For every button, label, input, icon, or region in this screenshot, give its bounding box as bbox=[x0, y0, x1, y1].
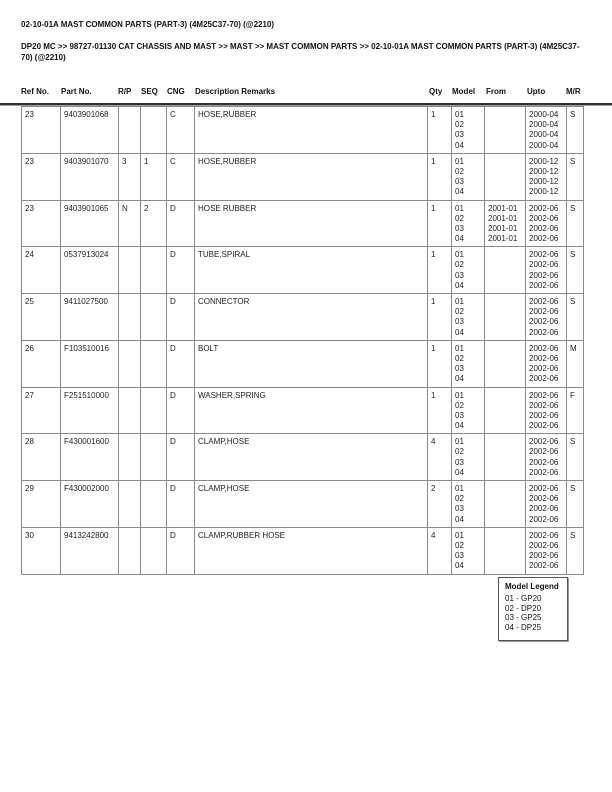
upto-date: 2002-06 bbox=[529, 457, 559, 467]
from-date bbox=[488, 260, 522, 270]
upto-date: 2002-06 bbox=[529, 234, 559, 244]
legend-item: 02 - DP20 bbox=[505, 603, 542, 613]
rp-cell: 3 bbox=[119, 153, 141, 200]
from-date bbox=[488, 157, 522, 167]
upto-cell bbox=[526, 340, 567, 387]
from-date bbox=[488, 130, 522, 140]
from-date: 2001-01 bbox=[488, 223, 518, 233]
upto-cell bbox=[526, 200, 567, 247]
ref-no-cell: 23 bbox=[22, 107, 61, 154]
part-no-cell: F430001600 bbox=[61, 434, 119, 481]
part-no-cell: F430002000 bbox=[61, 481, 119, 528]
rp-cell bbox=[119, 527, 141, 574]
model-cell bbox=[452, 200, 485, 247]
upto-date: 2002-06 bbox=[529, 390, 559, 400]
model-code: 02 bbox=[455, 260, 464, 270]
from-cell bbox=[485, 387, 526, 434]
cng-cell: C bbox=[167, 153, 195, 200]
from-date bbox=[488, 374, 522, 384]
column-header-model: Model bbox=[452, 87, 476, 96]
model-code: 02 bbox=[455, 494, 464, 504]
column-header-qty: Qty bbox=[429, 87, 443, 96]
upto-date: 2000-12 bbox=[529, 187, 559, 197]
model-code: 03 bbox=[455, 270, 464, 280]
upto-date: 2002-06 bbox=[529, 530, 559, 540]
from-date bbox=[488, 120, 522, 130]
parts-table bbox=[21, 106, 584, 575]
legend-item: 03 - GP25 bbox=[505, 613, 542, 622]
legend-item: 04 - DP25 bbox=[505, 622, 542, 632]
mr-cell: S bbox=[567, 107, 584, 154]
mr-cell: S bbox=[567, 294, 584, 341]
table-row bbox=[22, 527, 584, 574]
rp-cell bbox=[119, 247, 141, 294]
table-row bbox=[22, 294, 584, 341]
upto-date: 2000-04 bbox=[529, 140, 559, 150]
column-header-from: From bbox=[486, 87, 506, 96]
qty-cell: 2 bbox=[428, 481, 452, 528]
legend-title: Model Legend bbox=[505, 582, 559, 591]
qty-cell: 1 bbox=[428, 153, 452, 200]
rp-cell bbox=[119, 294, 141, 341]
from-date: 2001-01 bbox=[488, 234, 518, 244]
qty-cell: 1 bbox=[428, 340, 452, 387]
from-date bbox=[488, 307, 522, 317]
from-date bbox=[488, 541, 522, 551]
model-code: 01 bbox=[455, 110, 464, 119]
column-header-mr: M/R bbox=[566, 87, 581, 96]
from-date bbox=[488, 504, 522, 514]
table-row bbox=[22, 387, 584, 434]
model-code: 04 bbox=[455, 514, 464, 524]
from-cell bbox=[485, 340, 526, 387]
ref-no-cell: 30 bbox=[22, 527, 61, 574]
ref-no-cell: 23 bbox=[22, 153, 61, 200]
from-date bbox=[488, 515, 522, 525]
seq-cell bbox=[141, 247, 167, 294]
from-date bbox=[488, 344, 522, 354]
table-row bbox=[22, 200, 584, 247]
part-no-cell: 9403901070 bbox=[61, 153, 119, 200]
mr-cell: S bbox=[567, 153, 584, 200]
from-date bbox=[488, 167, 522, 177]
model-code: 04 bbox=[455, 280, 464, 290]
seq-cell: 1 bbox=[141, 153, 167, 200]
seq-cell bbox=[141, 107, 167, 154]
from-date bbox=[488, 297, 522, 307]
description-cell: TUBE,SPIRAL bbox=[195, 247, 428, 294]
model-legend bbox=[498, 577, 568, 641]
rp-cell bbox=[119, 107, 141, 154]
upto-cell bbox=[526, 153, 567, 200]
upto-date: 2002-06 bbox=[529, 260, 559, 270]
from-date bbox=[488, 411, 522, 421]
upto-cell bbox=[526, 527, 567, 574]
column-header-seq: SEQ bbox=[141, 87, 158, 96]
from-cell bbox=[485, 200, 526, 247]
upto-cell bbox=[526, 434, 567, 481]
from-date bbox=[488, 561, 522, 571]
upto-date: 2000-12 bbox=[529, 166, 559, 176]
table-row bbox=[22, 247, 584, 294]
part-no-cell: F103510016 bbox=[61, 340, 119, 387]
cng-cell: C bbox=[167, 107, 195, 154]
from-date bbox=[488, 484, 522, 494]
upto-date: 2000-04 bbox=[529, 110, 559, 119]
seq-cell bbox=[141, 387, 167, 434]
column-header-cng: CNG bbox=[167, 87, 185, 96]
column-header-rp: R/P bbox=[118, 87, 132, 96]
qty-cell: 4 bbox=[428, 434, 452, 481]
column-header-desc: Description Remarks bbox=[195, 87, 276, 96]
from-date bbox=[488, 421, 522, 431]
qty-cell: 1 bbox=[428, 200, 452, 247]
qty-cell: 1 bbox=[428, 107, 452, 154]
ref-no-cell: 29 bbox=[22, 481, 61, 528]
from-date bbox=[488, 437, 522, 447]
mr-cell: S bbox=[567, 247, 584, 294]
description-cell: CLAMP,RUBBER HOSE bbox=[195, 527, 428, 574]
from-date: 2001-01 bbox=[488, 203, 518, 213]
from-date bbox=[488, 271, 522, 281]
seq-cell bbox=[141, 434, 167, 481]
upto-date: 2002-06 bbox=[529, 400, 559, 410]
cng-cell: D bbox=[167, 434, 195, 481]
column-header-part: Part No. bbox=[61, 87, 92, 96]
upto-date: 2002-06 bbox=[529, 374, 559, 384]
upto-date: 2002-06 bbox=[529, 270, 559, 280]
model-code: 01 bbox=[455, 250, 464, 260]
upto-date: 2002-06 bbox=[529, 421, 559, 431]
upto-date: 2000-04 bbox=[529, 130, 559, 140]
cng-cell: D bbox=[167, 200, 195, 247]
model-code: 03 bbox=[455, 410, 464, 420]
description-cell: BOLT bbox=[195, 340, 428, 387]
model-code: 01 bbox=[455, 297, 464, 306]
mr-cell: F bbox=[567, 387, 584, 434]
model-cell bbox=[452, 434, 485, 481]
page-title: 02-10-01A MAST COMMON PARTS (PART-3) (4M25C37-70) (@2210) bbox=[21, 20, 275, 29]
model-code: 04 bbox=[455, 327, 464, 337]
upto-date: 2002-06 bbox=[529, 484, 559, 493]
cng-cell: D bbox=[167, 481, 195, 528]
model-code: 02 bbox=[455, 213, 464, 223]
model-code: 02 bbox=[455, 447, 464, 457]
part-no-cell: 9403901068 bbox=[61, 107, 119, 154]
seq-cell bbox=[141, 527, 167, 574]
from-date bbox=[488, 317, 522, 327]
model-code: 03 bbox=[455, 130, 464, 140]
from-date bbox=[488, 187, 522, 197]
rp-cell: N bbox=[119, 200, 141, 247]
upto-cell bbox=[526, 294, 567, 341]
model-code: 03 bbox=[455, 364, 464, 374]
qty-cell: 1 bbox=[428, 294, 452, 341]
from-date bbox=[488, 364, 522, 374]
cng-cell: D bbox=[167, 340, 195, 387]
model-code: 04 bbox=[455, 187, 464, 197]
upto-date: 2002-06 bbox=[529, 203, 559, 213]
model-code: 01 bbox=[455, 156, 464, 166]
model-code: 04 bbox=[455, 374, 464, 384]
from-date bbox=[488, 328, 522, 338]
cng-cell: D bbox=[167, 527, 195, 574]
rp-cell bbox=[119, 387, 141, 434]
model-cell bbox=[452, 387, 485, 434]
mr-cell: S bbox=[567, 200, 584, 247]
model-cell bbox=[452, 153, 485, 200]
cng-cell: D bbox=[167, 247, 195, 294]
from-cell bbox=[485, 247, 526, 294]
upto-date: 2002-06 bbox=[529, 467, 559, 477]
upto-date: 2000-12 bbox=[529, 177, 559, 187]
part-no-cell: 9403901065 bbox=[61, 200, 119, 247]
mr-cell: M bbox=[567, 340, 584, 387]
from-date bbox=[488, 494, 522, 504]
ref-no-cell: 25 bbox=[22, 294, 61, 341]
table-row bbox=[22, 434, 584, 481]
upto-date: 2002-06 bbox=[529, 540, 559, 550]
from-date bbox=[488, 458, 522, 468]
model-cell bbox=[452, 340, 485, 387]
table-row bbox=[22, 481, 584, 528]
model-code: 01 bbox=[455, 484, 464, 493]
ref-no-cell: 28 bbox=[22, 434, 61, 481]
mr-cell: S bbox=[567, 434, 584, 481]
description-cell: WASHER,SPRING bbox=[195, 387, 428, 434]
model-code: 04 bbox=[455, 561, 464, 571]
model-code: 04 bbox=[455, 421, 464, 431]
table-row bbox=[22, 107, 584, 154]
model-code: 02 bbox=[455, 353, 464, 363]
qty-cell: 4 bbox=[428, 527, 452, 574]
description-cell: CLAMP,HOSE bbox=[195, 434, 428, 481]
upto-date: 2002-06 bbox=[529, 327, 559, 337]
description-cell: HOSE,RUBBER bbox=[195, 153, 428, 200]
model-code: 02 bbox=[455, 540, 464, 550]
model-cell bbox=[452, 527, 485, 574]
upto-date: 2000-04 bbox=[529, 120, 559, 130]
from-date: 2001-01 bbox=[488, 213, 518, 223]
from-cell bbox=[485, 481, 526, 528]
upto-date: 2002-06 bbox=[529, 297, 559, 306]
model-code: 02 bbox=[455, 307, 464, 317]
upto-date: 2002-06 bbox=[529, 447, 559, 457]
from-date bbox=[488, 281, 522, 291]
from-cell bbox=[485, 107, 526, 154]
upto-date: 2002-06 bbox=[529, 551, 559, 561]
description-cell: CLAMP,HOSE bbox=[195, 481, 428, 528]
upto-date: 2002-06 bbox=[529, 494, 559, 504]
model-cell bbox=[452, 294, 485, 341]
qty-cell: 1 bbox=[428, 247, 452, 294]
seq-cell bbox=[141, 340, 167, 387]
from-date bbox=[488, 141, 522, 151]
from-date bbox=[488, 250, 522, 260]
upto-date: 2002-06 bbox=[529, 250, 559, 260]
upto-date: 2002-06 bbox=[529, 343, 559, 353]
qty-cell: 1 bbox=[428, 387, 452, 434]
upto-cell bbox=[526, 387, 567, 434]
from-cell bbox=[485, 153, 526, 200]
column-header-row bbox=[0, 87, 612, 99]
description-cell: HOSE,RUBBER bbox=[195, 107, 428, 154]
breadcrumb: DP20 MC >> 98727-01130 CAT CHASSIS AND MAST >> MAST >> MAST COMMON PARTS >> 02-10-01A MAST COMMON PARTS (PART-3) (4M25C37-70) (@2210) bbox=[21, 42, 580, 62]
cng-cell: D bbox=[167, 387, 195, 434]
ref-no-cell: 26 bbox=[22, 340, 61, 387]
from-date bbox=[488, 110, 522, 120]
model-cell bbox=[452, 481, 485, 528]
seq-cell bbox=[141, 481, 167, 528]
from-date bbox=[488, 391, 522, 401]
model-code: 03 bbox=[455, 457, 464, 467]
seq-cell: 2 bbox=[141, 200, 167, 247]
from-date bbox=[488, 354, 522, 364]
header-divider bbox=[0, 103, 612, 105]
rp-cell bbox=[119, 434, 141, 481]
column-header-ref: Ref No. bbox=[21, 87, 49, 96]
model-code: 03 bbox=[455, 551, 464, 561]
upto-date: 2002-06 bbox=[529, 410, 559, 420]
from-cell bbox=[485, 527, 526, 574]
model-code: 04 bbox=[455, 140, 464, 150]
description-cell: CONNECTOR bbox=[195, 294, 428, 341]
model-code: 01 bbox=[455, 390, 464, 400]
table-row bbox=[22, 340, 584, 387]
model-code: 02 bbox=[455, 400, 464, 410]
upto-date: 2002-06 bbox=[529, 364, 559, 374]
rp-cell bbox=[119, 340, 141, 387]
part-no-cell: 0537913024 bbox=[61, 247, 119, 294]
model-code: 01 bbox=[455, 530, 464, 540]
mr-cell: S bbox=[567, 481, 584, 528]
from-date bbox=[488, 531, 522, 541]
ref-no-cell: 24 bbox=[22, 247, 61, 294]
rp-cell bbox=[119, 481, 141, 528]
model-code: 04 bbox=[455, 234, 464, 244]
model-code: 02 bbox=[455, 120, 464, 130]
from-date bbox=[488, 401, 522, 411]
part-no-cell: 9413242800 bbox=[61, 527, 119, 574]
model-code: 01 bbox=[455, 437, 464, 447]
from-date bbox=[488, 177, 522, 187]
model-code: 03 bbox=[455, 317, 464, 327]
ref-no-cell: 23 bbox=[22, 200, 61, 247]
upto-cell bbox=[526, 247, 567, 294]
table-row bbox=[22, 153, 584, 200]
column-header-upto: Upto bbox=[527, 87, 546, 96]
upto-date: 2002-06 bbox=[529, 307, 559, 317]
ref-no-cell: 27 bbox=[22, 387, 61, 434]
from-date bbox=[488, 447, 522, 457]
upto-date: 2002-06 bbox=[529, 223, 559, 233]
from-date bbox=[488, 551, 522, 561]
upto-cell bbox=[526, 481, 567, 528]
upto-cell bbox=[526, 107, 567, 154]
legend-item: 01 - GP20 bbox=[505, 594, 542, 603]
from-cell bbox=[485, 434, 526, 481]
upto-date: 2002-06 bbox=[529, 213, 559, 223]
model-code: 03 bbox=[455, 504, 464, 514]
upto-date: 2002-06 bbox=[529, 280, 559, 290]
part-no-cell: F251510000 bbox=[61, 387, 119, 434]
description-cell: HOSE RUBBER bbox=[195, 200, 428, 247]
upto-date: 2002-06 bbox=[529, 514, 559, 524]
from-cell bbox=[485, 294, 526, 341]
model-cell bbox=[452, 107, 485, 154]
seq-cell bbox=[141, 294, 167, 341]
upto-date: 2002-06 bbox=[529, 504, 559, 514]
model-code: 01 bbox=[455, 203, 464, 213]
model-code: 01 bbox=[455, 343, 464, 353]
model-cell bbox=[452, 247, 485, 294]
upto-date: 2002-06 bbox=[529, 353, 559, 363]
upto-date: 2002-06 bbox=[529, 561, 559, 571]
part-no-cell: 9411027500 bbox=[61, 294, 119, 341]
mr-cell: S bbox=[567, 527, 584, 574]
model-code: 03 bbox=[455, 177, 464, 187]
cng-cell: D bbox=[167, 294, 195, 341]
model-code: 02 bbox=[455, 166, 464, 176]
model-code: 04 bbox=[455, 467, 464, 477]
upto-date: 2002-06 bbox=[529, 437, 559, 447]
from-date bbox=[488, 468, 522, 478]
model-code: 03 bbox=[455, 223, 464, 233]
upto-date: 2002-06 bbox=[529, 317, 559, 327]
upto-date: 2000-12 bbox=[529, 156, 559, 166]
